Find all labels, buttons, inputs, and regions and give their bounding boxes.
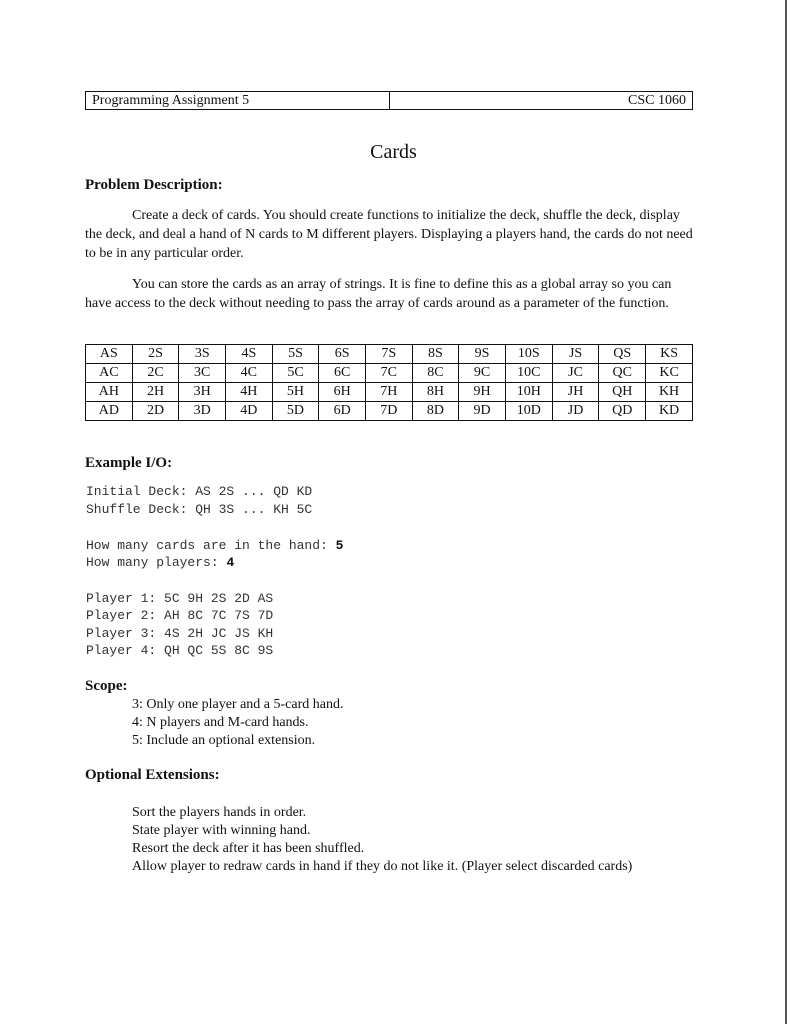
deck-row bbox=[86, 383, 693, 402]
card-cell: JC bbox=[552, 364, 599, 383]
deck-row bbox=[86, 345, 693, 364]
card-cell: QC bbox=[599, 364, 646, 383]
card-cell: 9S bbox=[459, 345, 506, 364]
card-cell: 10D bbox=[505, 402, 552, 421]
example-initial-deck: Initial Deck: AS 2S ... QD KD bbox=[86, 484, 313, 499]
card-cell: 4C bbox=[226, 364, 273, 383]
example-player-3: Player 3: 4S 2H JC JS KH bbox=[86, 626, 274, 641]
card-cell: 10C bbox=[505, 364, 552, 383]
example-player-1: Player 1: 5C 9H 2S 2D AS bbox=[86, 591, 274, 606]
header-table bbox=[85, 91, 693, 110]
card-cell: AS bbox=[86, 345, 133, 364]
extension-item: State player with winning hand. bbox=[132, 823, 311, 838]
card-cell: 9H bbox=[459, 383, 506, 402]
card-cell: 2H bbox=[132, 383, 179, 402]
card-cell: AH bbox=[86, 383, 133, 402]
card-cell: 7C bbox=[365, 364, 412, 383]
card-cell: 8S bbox=[412, 345, 459, 364]
card-cell: 8H bbox=[412, 383, 459, 402]
card-cell: JS bbox=[552, 345, 599, 364]
extensions-heading: Optional Extensions: bbox=[85, 767, 220, 783]
example-player-2: Player 2: AH 8C 7C 7S 7D bbox=[86, 608, 274, 623]
card-cell: KD bbox=[646, 402, 693, 421]
card-cell: QS bbox=[599, 345, 646, 364]
card-cell: JD bbox=[552, 402, 599, 421]
problem-paragraph-1: Create a deck of cards. You should create functions to initialize the deck, shuffle the deck, display the deck, and deal a hand of N cards to M different players. Displaying a players hand, the cards do not need to be in any particular order. bbox=[85, 208, 693, 261]
card-cell: KH bbox=[646, 383, 693, 402]
players-value: 4 bbox=[226, 555, 235, 570]
card-cell: 2D bbox=[132, 402, 179, 421]
deck-row bbox=[86, 402, 693, 421]
card-cell: JH bbox=[552, 383, 599, 402]
example-shuffle-deck: Shuffle Deck: QH 3S ... KH 5C bbox=[86, 502, 313, 517]
scope-list bbox=[132, 696, 343, 750]
problem-heading: Problem Description: bbox=[85, 177, 223, 193]
example-cards-prompt: How many cards are in the hand: 5 bbox=[86, 538, 344, 553]
card-cell: 2C bbox=[132, 364, 179, 383]
card-cell: 3C bbox=[179, 364, 226, 383]
scope-item: 4: N players and M-card hands. bbox=[132, 715, 309, 730]
card-cell: 4H bbox=[226, 383, 273, 402]
card-cell: 3S bbox=[179, 345, 226, 364]
card-cell: AC bbox=[86, 364, 133, 383]
card-cell: 3H bbox=[179, 383, 226, 402]
card-cell: 9D bbox=[459, 402, 506, 421]
problem-paragraph-2: You can store the cards as an array of strings. It is fine to define this as a global array so you can have access to the deck without needing to pass the array of cards around as a parameter of the function. bbox=[85, 277, 672, 311]
cards-value: 5 bbox=[335, 538, 344, 553]
example-players-prompt: How many players: 4 bbox=[86, 555, 235, 570]
card-cell: KS bbox=[646, 345, 693, 364]
card-cell: 3D bbox=[179, 402, 226, 421]
card-cell: 5H bbox=[272, 383, 319, 402]
card-cell: 4D bbox=[226, 402, 273, 421]
card-cell: 7S bbox=[365, 345, 412, 364]
card-cell: 4S bbox=[226, 345, 273, 364]
extension-item: Allow player to redraw cards in hand if they do not like it. (Player select discarded cards) bbox=[132, 859, 633, 874]
card-cell: 9C bbox=[459, 364, 506, 383]
extensions-list bbox=[132, 804, 632, 876]
example-player-4: Player 4: QH QC 5S 8C 9S bbox=[86, 643, 274, 658]
card-cell: 8C bbox=[412, 364, 459, 383]
card-cell: 6H bbox=[319, 383, 366, 402]
card-cell: 6C bbox=[319, 364, 366, 383]
card-cell: 7D bbox=[365, 402, 412, 421]
deck-row bbox=[86, 364, 693, 383]
card-cell: 2S bbox=[132, 345, 179, 364]
extension-item: Sort the players hands in order. bbox=[132, 805, 307, 820]
page-title: Cards bbox=[370, 141, 417, 163]
card-cell: 6S bbox=[319, 345, 366, 364]
card-cell: 10H bbox=[505, 383, 552, 402]
card-cell: QD bbox=[599, 402, 646, 421]
assignment-label: Programming Assignment 5 bbox=[86, 92, 390, 109]
card-cell: 5D bbox=[272, 402, 319, 421]
extension-item: Resort the deck after it has been shuffled. bbox=[132, 841, 365, 856]
card-cell: 8D bbox=[412, 402, 459, 421]
card-cell: QH bbox=[599, 383, 646, 402]
card-cell: 6D bbox=[319, 402, 366, 421]
card-cell: 5C bbox=[272, 364, 319, 383]
scope-item: 5: Include an optional extension. bbox=[132, 733, 316, 748]
course-label: CSC 1060 bbox=[628, 92, 686, 108]
card-cell: AD bbox=[86, 402, 133, 421]
deck-table bbox=[85, 344, 693, 421]
scope-item: 3: Only one player and a 5-card hand. bbox=[132, 697, 344, 712]
scope-heading: Scope: bbox=[85, 678, 128, 694]
card-cell: 10S bbox=[505, 345, 552, 364]
card-cell: KC bbox=[646, 364, 693, 383]
example-heading: Example I/O: bbox=[85, 455, 173, 471]
card-cell: 5S bbox=[272, 345, 319, 364]
card-cell: 7H bbox=[365, 383, 412, 402]
